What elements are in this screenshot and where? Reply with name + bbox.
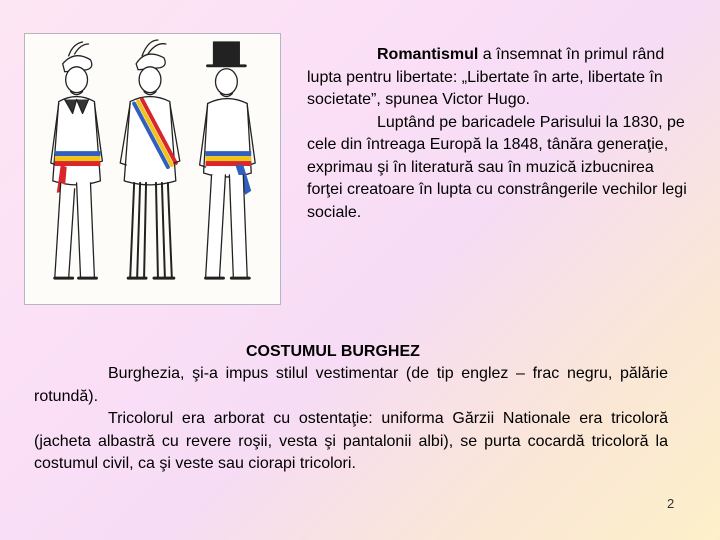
figure-left bbox=[51, 42, 103, 278]
figure-middle bbox=[120, 40, 180, 278]
intro-paragraph-2: Luptând pe baricadele Parisului la 1830, pe cele din întreaga Europă la 1848, tânăra generaţie, exprimau şi în literatură sau în muzică izbucnirea forţei creatoare în lupta cu constrângerile vechilor legi sociale. bbox=[307, 113, 687, 221]
costume-illustration bbox=[24, 33, 281, 305]
intro-text bbox=[307, 44, 691, 224]
figure-right bbox=[200, 42, 256, 278]
romanticism-term: Romantismul bbox=[377, 46, 479, 63]
page-number: 2 bbox=[667, 496, 675, 511]
section-heading: COSTUMUL BURGHEZ bbox=[246, 343, 420, 360]
intro-paragraph-1-rest: a însemnat în primul rând lupta pentru libertate: „Libertate în arte, libertate în societate”, spunea Victor Hugo. bbox=[307, 46, 665, 108]
three-figures-drawing bbox=[25, 34, 280, 304]
section-paragraph-1: Burghezia, şi-a impus stilul vestimentar (de tip englez – frac negru, pălărie rotundă). bbox=[34, 365, 668, 405]
section-paragraph-2: Tricolorul era arborat cu ostentaţie: uniforma Gărzii Nationale era tricoloră (jacheta albastră cu revere roşii, vesta şi pantalonii albi), se purta cocardă tricoloră la costumul civil, ca şi veste sau ciorapi tricolori. bbox=[34, 410, 668, 472]
intro-paragraph-1 bbox=[307, 44, 691, 112]
section-body bbox=[34, 363, 668, 476]
